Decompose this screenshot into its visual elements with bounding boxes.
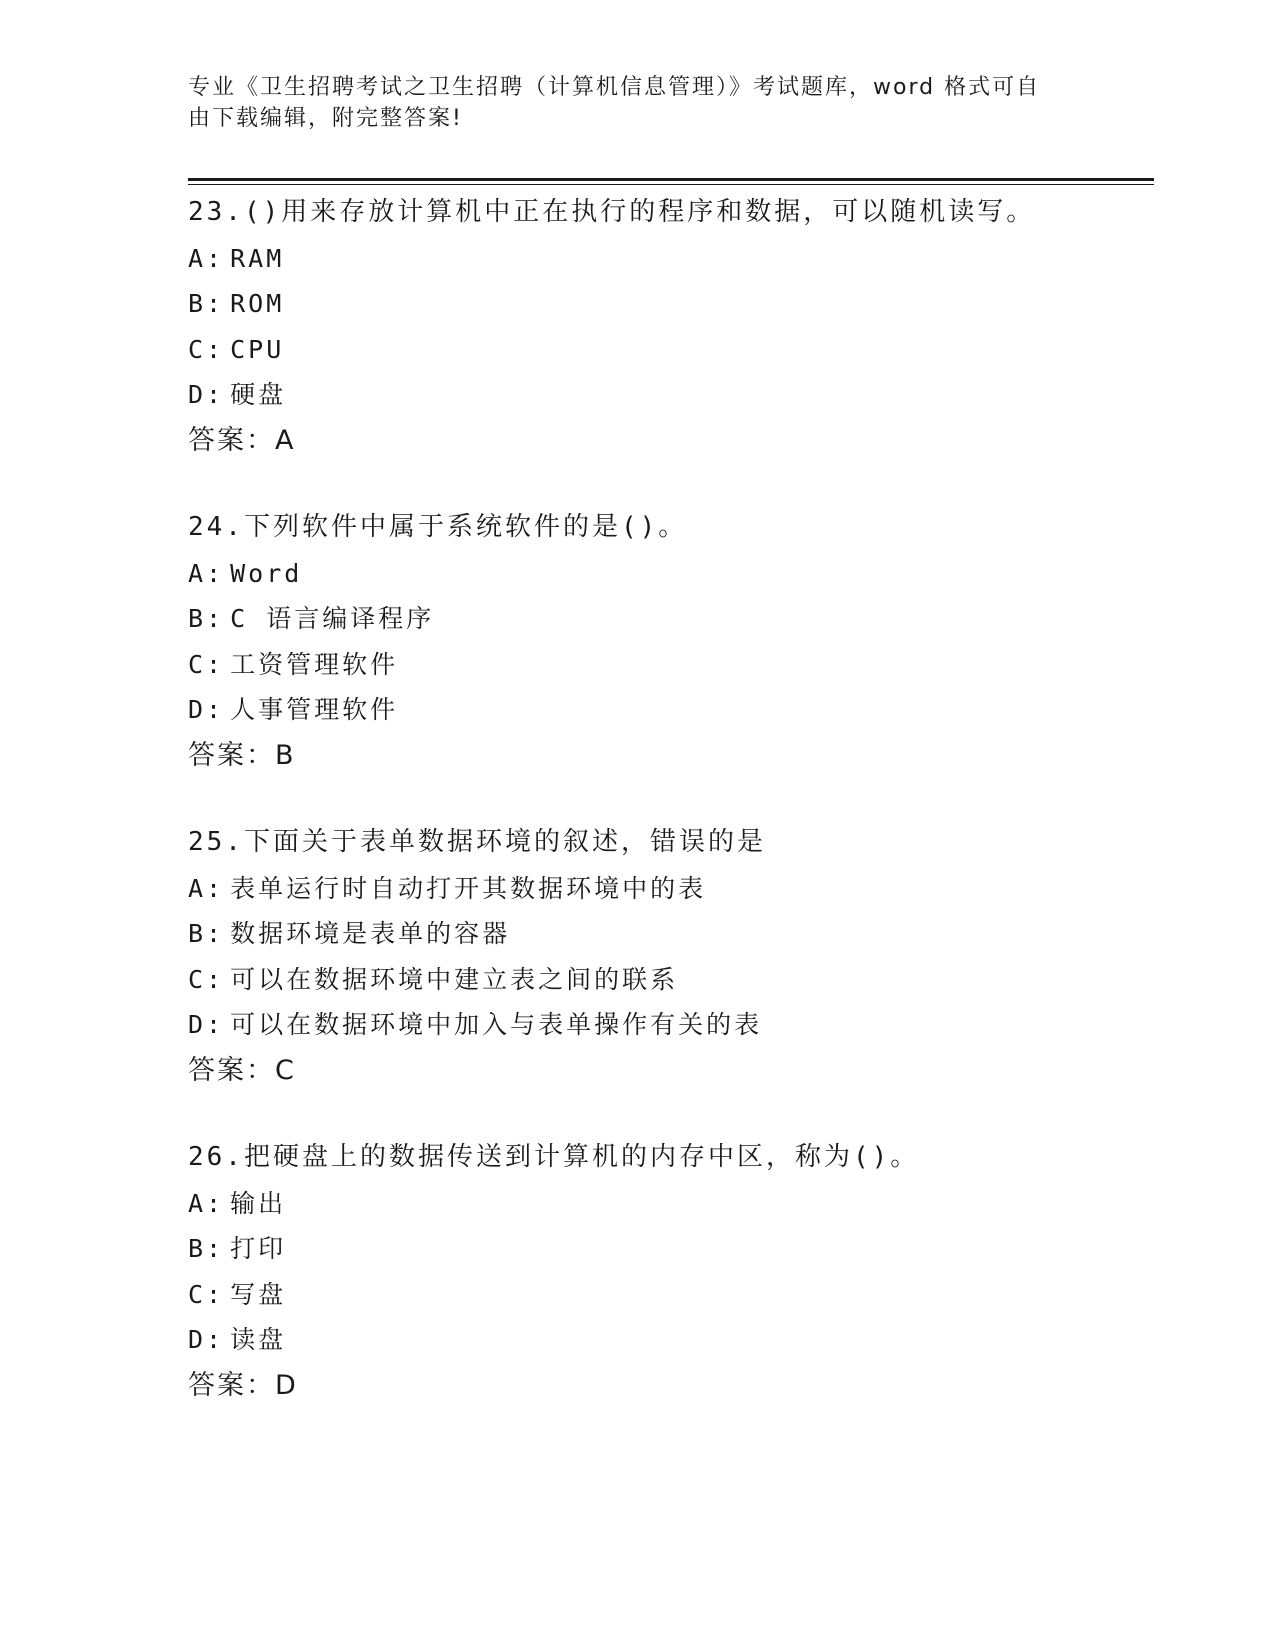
option-text: 写盘 <box>230 1279 287 1309</box>
answer-line: 答案：A <box>188 424 296 456</box>
option-a <box>188 551 1154 597</box>
option-b <box>188 281 1154 327</box>
option-text: CPU <box>230 334 285 364</box>
option-letter: A: <box>188 243 225 273</box>
option-text: 打印 <box>230 1234 287 1263</box>
option-letter: C: <box>188 1279 225 1309</box>
option-text: 数据环境是表单的容器 <box>230 919 511 948</box>
option-text: 工资管理软件 <box>230 649 399 679</box>
option-letter: B: <box>188 604 225 633</box>
question-text: 24.下列软件中属于系统软件的是()。 <box>188 512 688 542</box>
option-b <box>188 1226 1154 1272</box>
option-b <box>188 911 1154 957</box>
option-letter: C: <box>188 334 225 364</box>
option-letter: B: <box>188 289 225 318</box>
header-line-1: 专业《卫生招聘考试之卫生招聘（计算机信息管理）》考试题库，word 格式可自 <box>188 75 1041 100</box>
option-text: 可以在数据环境中建立表之间的联系 <box>230 964 679 994</box>
option-text: C 语言编译程序 <box>230 604 435 633</box>
option-a <box>188 1181 1154 1227</box>
option-d <box>188 372 1154 418</box>
option-d <box>188 1317 1154 1363</box>
header-line-2: 由下载编辑，附完整答案! <box>188 106 463 131</box>
option-a <box>188 866 1154 912</box>
header-divider-thin <box>188 184 1154 185</box>
question-text: 26.把硬盘上的数据传送到计算机的内存中区，称为()。 <box>188 1142 920 1172</box>
option-a <box>188 236 1154 282</box>
option-letter: D: <box>188 695 225 724</box>
option-c <box>188 1272 1154 1318</box>
option-letter: A: <box>188 1188 225 1218</box>
option-c <box>188 642 1154 688</box>
option-letter: B: <box>188 1234 225 1263</box>
option-d <box>188 1002 1154 1048</box>
answer-line: 答案：B <box>188 739 296 771</box>
option-text: 人事管理软件 <box>230 695 399 724</box>
option-text: 可以在数据环境中加入与表单操作有关的表 <box>230 1010 763 1039</box>
option-text: Word <box>230 558 303 588</box>
option-text: ROM <box>230 289 285 318</box>
option-d <box>188 687 1154 733</box>
option-letter: D: <box>188 1010 225 1039</box>
option-letter: C: <box>188 964 225 994</box>
option-text: 表单运行时自动打开其数据环境中的表 <box>230 873 707 903</box>
option-c <box>188 327 1154 373</box>
option-letter: D: <box>188 1325 225 1354</box>
option-text: 硬盘 <box>230 380 287 409</box>
option-letter: B: <box>188 919 225 948</box>
question-26 <box>188 1135 1154 1408</box>
question-23 <box>188 190 1154 463</box>
question-text: 23.()用来存放计算机中正在执行的程序和数据，可以随机读写。 <box>188 197 1036 227</box>
answer-line: 答案：C <box>188 1054 296 1086</box>
option-letter: A: <box>188 558 225 588</box>
question-text: 25.下面关于表单数据环境的叙述，错误的是 <box>188 827 766 857</box>
document-header <box>188 72 1068 134</box>
answer-line: 答案：D <box>188 1369 298 1401</box>
option-letter: C: <box>188 649 225 679</box>
question-list <box>188 190 1154 1450</box>
option-b <box>188 596 1154 642</box>
option-text: 输出 <box>230 1188 287 1218</box>
option-c <box>188 957 1154 1003</box>
question-25 <box>188 820 1154 1093</box>
option-text: 读盘 <box>230 1325 287 1354</box>
option-text: RAM <box>230 243 285 273</box>
question-24 <box>188 505 1154 778</box>
header-divider-thick <box>188 178 1154 181</box>
option-letter: A: <box>188 873 225 903</box>
option-letter: D: <box>188 380 225 409</box>
